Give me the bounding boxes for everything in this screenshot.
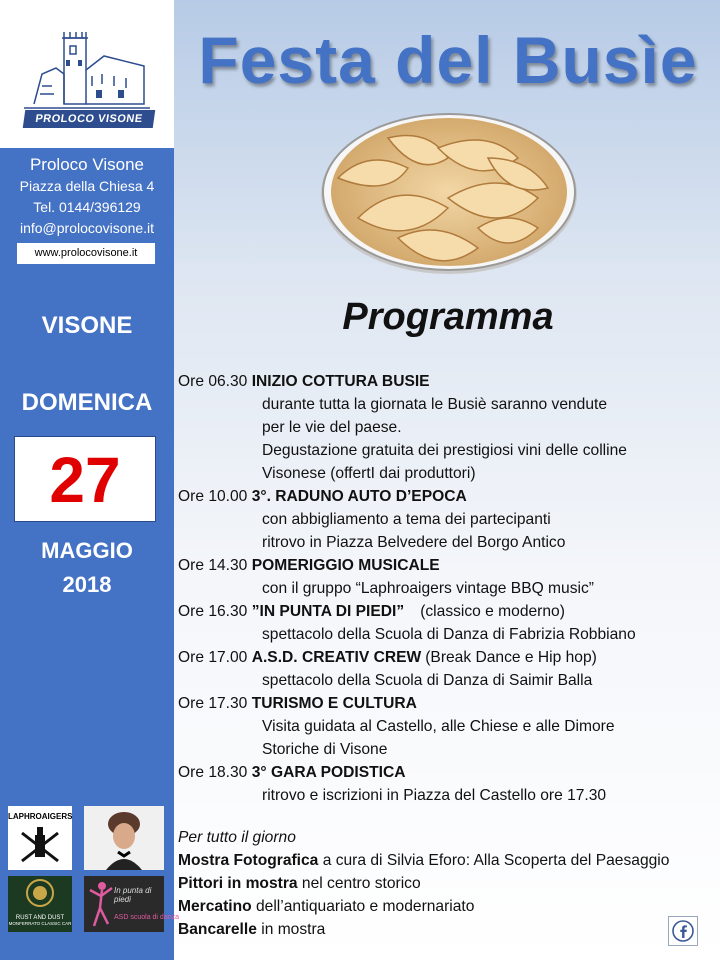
event-description: con abbigliamento a tema dei partecipanti [262,511,551,528]
person-icon [84,806,164,870]
event-time: Ore 18.30 [178,764,248,781]
all-day-heading: Per tutto il giorno [178,829,296,846]
address: Piazza della Chiesa 4 [19,178,155,194]
event-description: per le vie del paese. [262,419,402,436]
event-title: 3° GARA PODISTICA [251,764,406,781]
facebook-button[interactable] [668,916,698,946]
event-description: durante tutta la giornata le Busiè saranno vendute [262,396,608,413]
proloco-logo [0,0,174,148]
all-day-item-title: Mercatino [178,898,252,915]
dancer-icon [86,876,116,932]
event-title: ”IN PUNTA DI PIEDI” [251,603,405,620]
program-item [178,600,718,623]
program-heading: Programma [342,296,554,338]
phone: Tel. 0144/396129 [33,199,141,215]
event-description: spettacolo della Scuola di Danza di Fabrizia Robbiano [262,626,636,643]
all-day-item-detail: nel centro storico [297,875,421,892]
all-day-item-title: Bancarelle [178,921,257,938]
event-time: Ore 17.00 [178,649,248,666]
page-title: Festa del Busìe [198,23,698,97]
asd-script: In punta di piedi [114,886,152,904]
rust-and-dust-logo [8,876,72,932]
program-item [178,761,718,784]
busie-photo [318,108,580,276]
asd-subtext: scuola di danza [130,914,180,921]
event-title: TURISMO E CULTURA [251,695,417,712]
asd-dance-logo [84,876,180,932]
event-description: Visonese (offertI dai produttori) [262,465,476,482]
bottle-icon [8,821,72,869]
all-day-item [178,872,718,895]
asd-label [114,914,179,921]
event-time: Ore 10.00 [178,488,248,505]
all-day-item-title: Pittori in mostra [178,875,298,892]
all-day-item-detail: dell’antiquariato e modernariato [251,898,475,915]
event-description: con il gruppo “Laphroaigers vintage BBQ music” [262,580,594,597]
website-link[interactable]: www.prolocovisone.it [17,243,155,264]
event-description: Degustazione gratuita dei prestigiosi vini delle colline [262,442,627,459]
contact-info [0,154,174,239]
event-note: (classico e moderno) [420,603,565,620]
program-item [178,370,718,393]
all-day-item [178,918,718,941]
event-time: Ore 06.30 [178,373,248,390]
event-note: (Break Dance e Hip hop) [425,649,597,666]
all-day-items [178,849,718,941]
email-link[interactable]: info@prolocovisone.it [19,220,155,236]
all-day-item [178,895,718,918]
year: 2018 [62,572,112,597]
event-description: ritrovo e iscrizioni in Piazza del Castello ore 17.30 [262,787,607,804]
month: MAGGIO [41,538,133,563]
event-description: Visita guidata al Castello, alle Chiese e alle Dimore [262,718,615,735]
laphroaigers-logo [8,806,72,870]
event-title: POMERIGGIO MUSICALE [251,557,440,574]
asd-text: ASD [114,914,129,921]
event-description: ritrovo in Piazza Belvedere del Borgo Antico [262,534,566,551]
musician-photo [84,806,164,870]
event-description: Storiche di Visone [262,741,388,758]
program-list [178,370,718,807]
rust-label: RUST AND DUST [15,915,65,921]
weekday: DOMENICA [21,389,153,416]
date-month-year [0,534,174,602]
program-item [178,646,718,669]
town-name: VISONE [41,312,133,339]
all-day-item [178,849,718,872]
all-day-item-title: Mostra Fotografica [178,852,319,869]
program-item [178,692,718,715]
event-time: Ore 17.30 [178,695,248,712]
logo-banner: PROLOCO VISONE [23,110,156,128]
event-title: A.S.D. CREATIV CREW [251,649,422,666]
org-name: Proloco Visone [29,155,145,174]
all-day-item-detail: in mostra [256,921,326,938]
castle-icon [22,30,152,112]
program-item [178,554,718,577]
event-title: 3°. RADUNO AUTO D’EPOCA [251,488,467,505]
rust-sublabel: MONFERRATO CLASSIC CAR [8,921,72,926]
event-description: spettacolo della Scuola di Danza di Saimir Balla [262,672,593,689]
laphroaigers-label: LAPHROAIGERS [8,812,73,821]
all-day-section [178,826,718,941]
badge-icon [8,876,72,910]
facebook-icon [669,917,697,945]
sidebar [0,0,180,960]
event-time: Ore 16.30 [178,603,248,620]
program-item [178,485,718,508]
all-day-item-detail: a cura di Silvia Eforo: Alla Scoperta del Paesaggio [318,852,670,869]
event-title: INIZIO COTTURA BUSIE [251,373,430,390]
date-day: 27 [14,436,156,522]
event-time: Ore 14.30 [178,557,248,574]
